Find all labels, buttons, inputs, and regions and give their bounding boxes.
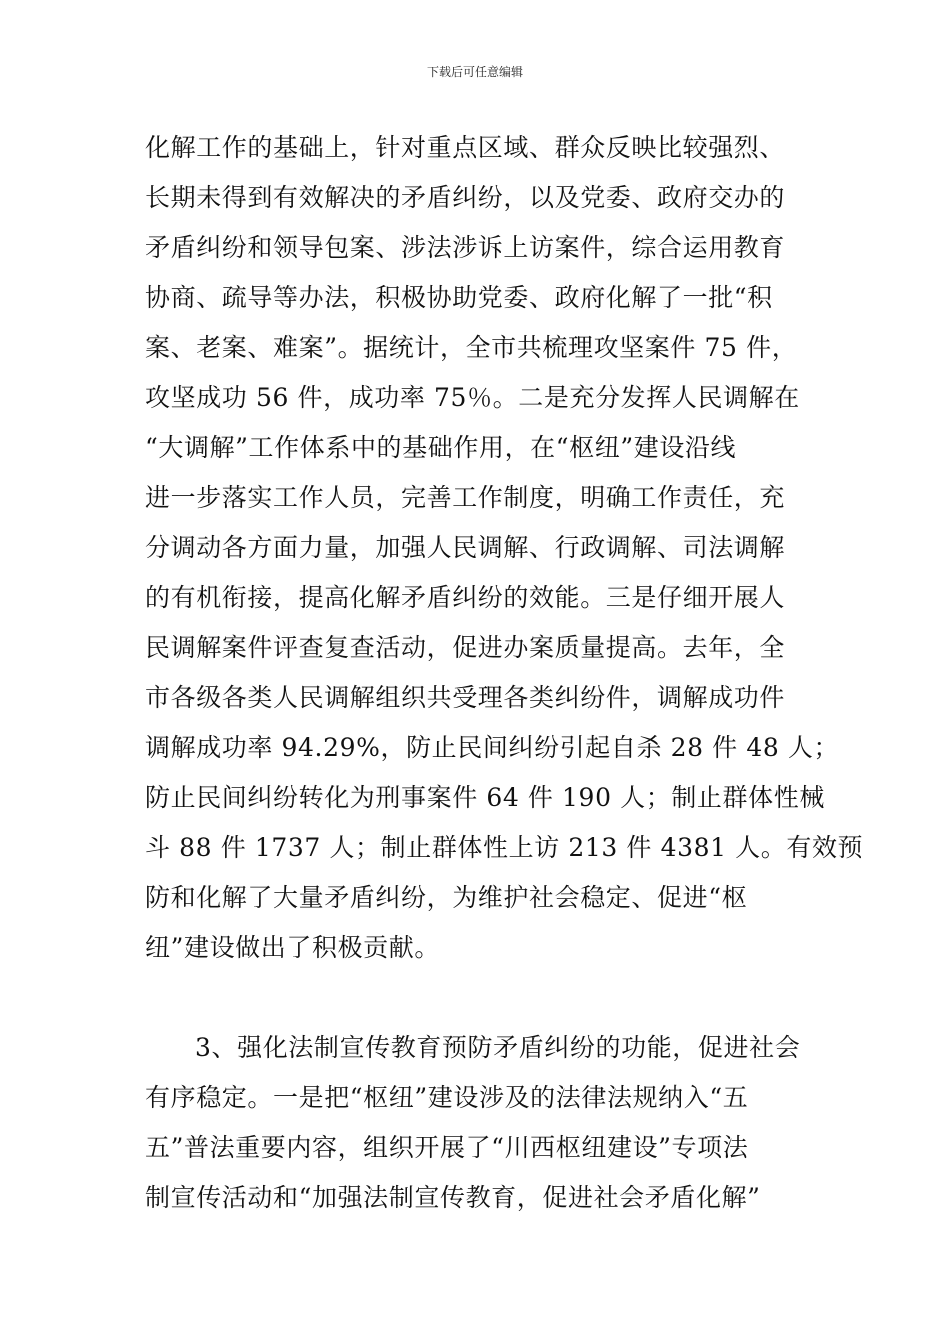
text-line: 的有机衔接，提高化解矛盾纠纷的效能。三是仔细开展人 — [145, 583, 786, 612]
text-line: 长期未得到有效解决的矛盾纠纷，以及党委、政府交办的 — [145, 183, 786, 212]
text-line: 民调解案件评查复查活动，促进办案质量提高。去年，全 — [145, 633, 786, 662]
text-line: 防止民间纠纷转化为刑事案件 64 件 190 人；制止群体性械 — [145, 783, 825, 812]
text-line: 3、强化法制宣传教育预防矛盾纠纷的功能，促进社会 — [195, 1033, 801, 1062]
text-line: 纽”建设做出了积极贡献。 — [145, 933, 440, 962]
text-line: 矛盾纠纷和领导包案、涉法涉诉上访案件，综合运用教育 — [145, 233, 786, 262]
text-line: “大调解”工作体系中的基础作用，在“枢纽”建设沿线 — [145, 433, 737, 462]
text-line: 防和化解了大量矛盾纠纷，为维护社会稳定、促进“枢 — [145, 883, 748, 912]
text-line: 协商、疏导等办法，积极协助党委、政府化解了一批“积 — [145, 283, 773, 312]
text-line: 斗 88 件 1737 人；制止群体性上访 213 件 4381 人。有效预 — [145, 833, 864, 862]
text-line: 制宣传活动和“加强法制宣传教育，促进社会矛盾化解” — [145, 1183, 761, 1212]
text-line: 五”普法重要内容，组织开展了“川西枢纽建设”专项法 — [145, 1133, 749, 1162]
text-line: 分调动各方面力量，加强人民调解、行政调解、司法调解 — [145, 533, 786, 562]
text-line: 进一步落实工作人员，完善工作制度，明确工作责任，充 — [145, 483, 786, 512]
text-line: 市各级各类人民调解组织共受理各类纠纷件，调解成功件 — [145, 683, 786, 712]
text-line: 攻坚成功 56 件，成功率 75％。二是充分发挥人民调解在 — [145, 383, 800, 412]
text-line: 调解成功率 94.29%，防止民间纠纷引起自杀 28 件 48 人； — [145, 733, 840, 762]
text-line: 案、老案、难案”。据统计，全市共梳理攻坚案件 75 件， — [145, 333, 798, 362]
page-header: 下载后可任意编辑 — [426, 65, 523, 79]
text-line: 化解工作的基础上，针对重点区域、群众反映比较强烈、 — [145, 133, 786, 162]
text-line: 有序稳定。一是把“枢纽”建设涉及的法律法规纳入“五 — [145, 1083, 749, 1112]
